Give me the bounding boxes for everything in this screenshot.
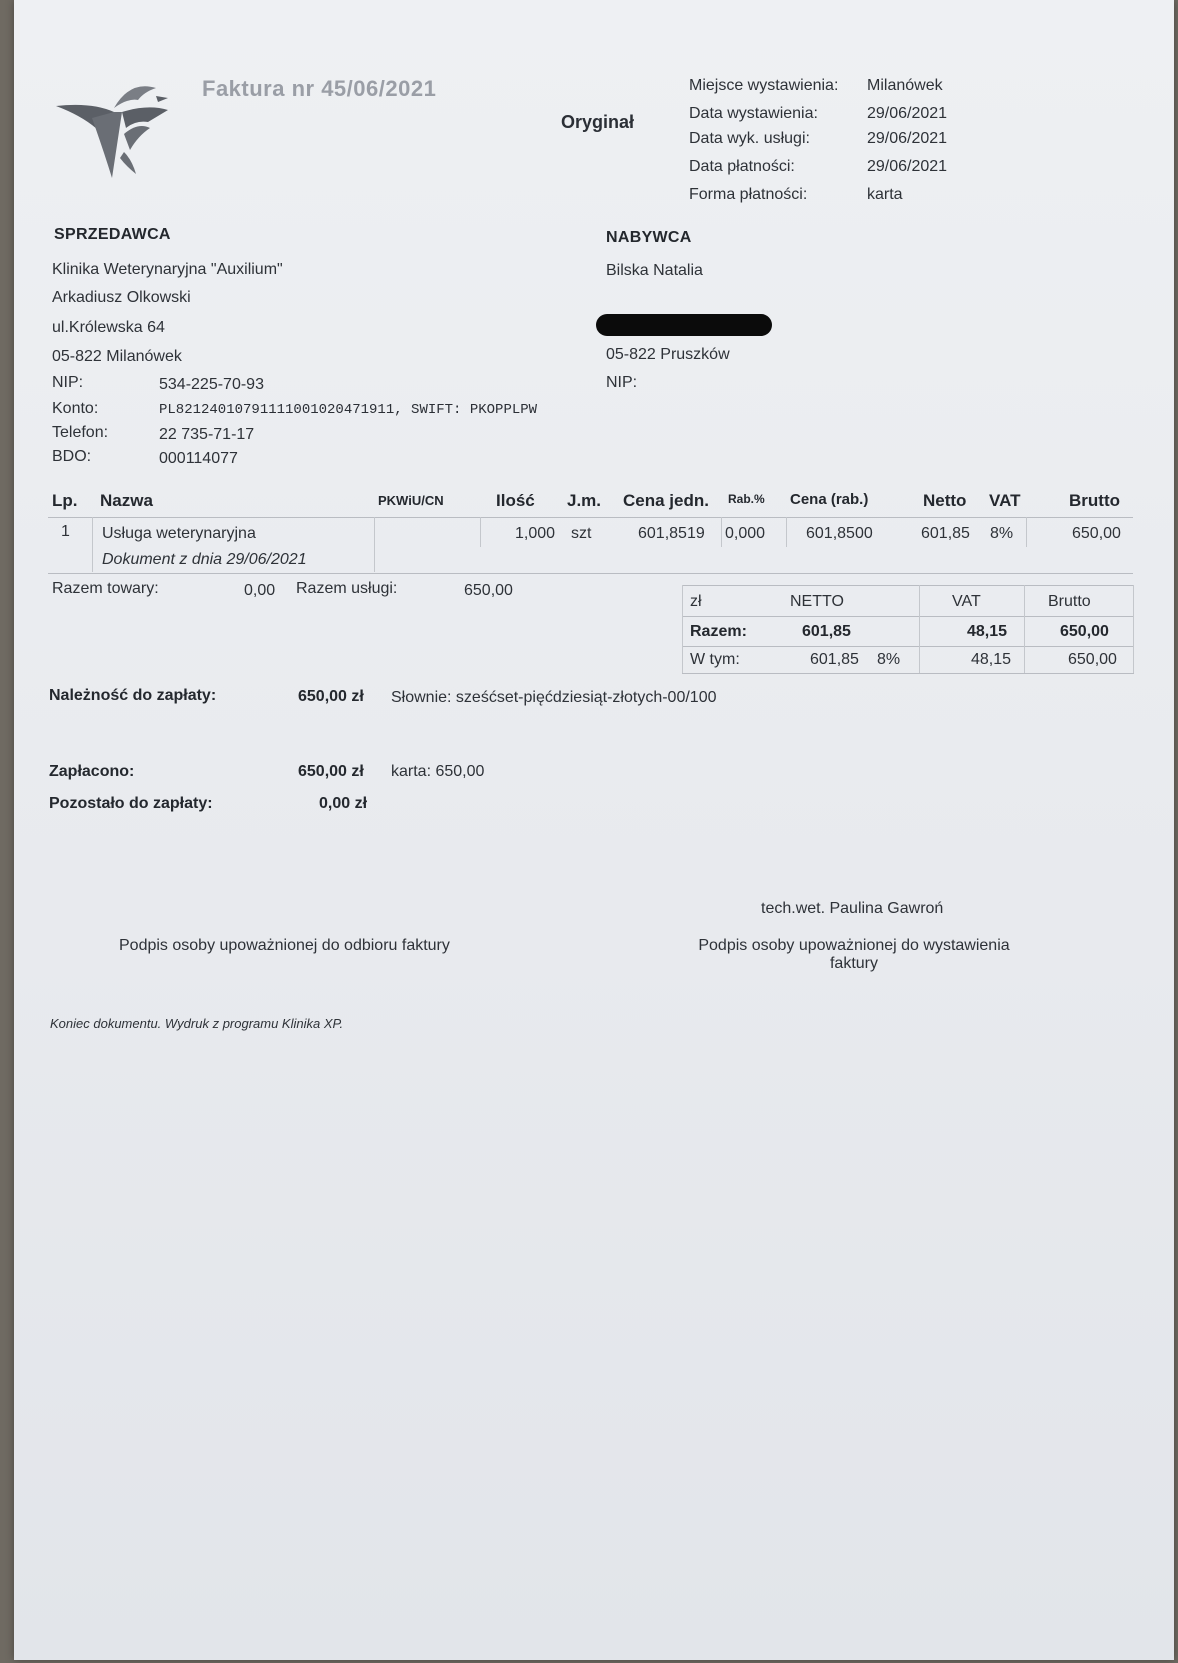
meta-label-payment-form: Forma płatności:	[689, 186, 808, 203]
summary-divider	[919, 585, 920, 673]
col-qty: Ilość	[496, 491, 535, 510]
meta-value-service-date: 29/06/2021	[867, 130, 948, 147]
col-name: Nazwa	[100, 491, 153, 510]
issuer-name: tech.wet. Paulina Gawroń	[761, 900, 944, 917]
seller-owner: Arkadiusz Olkowski	[52, 289, 191, 306]
invoice-paper	[14, 0, 1174, 1660]
table-bottom-line	[48, 573, 1133, 574]
summary-line	[682, 673, 1134, 674]
receiver-signature-caption: Podpis osoby upoważnionej do odbioru faktury	[119, 937, 450, 954]
summary-line	[682, 646, 1134, 647]
col-unit: J.m.	[567, 491, 602, 510]
summary-breakdown-vat: 48,15	[971, 651, 1012, 668]
paid-label: Zapłacono:	[49, 763, 135, 780]
meta-value-payment-date: 29/06/2021	[867, 158, 948, 175]
col-gross: Brutto	[1069, 491, 1120, 510]
remaining-value: 0,00 zł	[319, 795, 368, 812]
summary-line	[682, 616, 1134, 617]
meta-label-place: Miejsce wystawienia:	[689, 77, 839, 94]
goods-total-value: 0,00	[244, 582, 276, 599]
summary-total-gross: 650,00	[1060, 623, 1109, 640]
footer-note: Koniec dokumentu. Wydruk z programu Klinika XP.	[50, 1016, 344, 1031]
table-header-line-top	[48, 517, 1133, 518]
summary-divider	[1024, 585, 1025, 673]
table-divider	[1026, 517, 1027, 547]
summary-total-vat: 48,15	[967, 623, 1008, 640]
row-net: 601,85	[921, 525, 970, 542]
summary-breakdown-net: 601,85	[810, 651, 859, 668]
table-divider	[480, 517, 481, 547]
col-discount: Rab.%	[728, 492, 765, 506]
seller-bdo-label: BDO:	[52, 448, 92, 465]
seller-account-label: Konto:	[52, 400, 99, 417]
invoice-title: Faktura nr 45/06/2021	[202, 76, 437, 101]
amount-in-words: Słownie: sześćset-pięćdziesiąt-złotych-00/100	[391, 689, 717, 706]
row-lp: 1	[61, 523, 70, 540]
meta-label-service-date: Data wyk. usługi:	[689, 130, 810, 147]
summary-breakdown-gross: 650,00	[1068, 651, 1117, 668]
summary-currency: zł	[690, 593, 702, 610]
seller-heading: SPRZEDAWCA	[54, 226, 171, 243]
meta-value-issue-date: 29/06/2021	[867, 105, 948, 122]
seller-city: 05-822 Milanówek	[52, 348, 182, 365]
original-label: Oryginał	[561, 112, 635, 132]
seller-name: Klinika Weterynaryjna "Auxilium"	[52, 261, 283, 278]
goods-total-label: Razem towary:	[52, 580, 159, 597]
buyer-heading: NABYWCA	[606, 229, 692, 246]
table-divider	[374, 517, 375, 572]
meta-value-payment-form: karta	[867, 186, 903, 203]
row-unit: szt	[571, 525, 592, 542]
table-divider	[721, 517, 722, 547]
seller-nip: 534-225-70-93	[159, 376, 264, 393]
paid-detail: karta: 650,00	[391, 763, 485, 780]
row-name: Usługa weterynaryjna	[102, 525, 256, 542]
summary-total-label: Razem:	[690, 623, 747, 640]
buyer-nip-label: NIP:	[606, 374, 638, 391]
row-vat: 8%	[990, 525, 1014, 542]
row-price: 601,8519	[638, 525, 705, 542]
summary-gross-header: Brutto	[1048, 593, 1091, 610]
col-price-disc: Cena (rab.)	[790, 491, 869, 508]
redaction-bar	[596, 314, 772, 336]
buyer-city: 05-822 Pruszków	[606, 346, 730, 363]
seller-account: PL82124010791111001020471911, SWIFT: PKOPPLPW	[159, 402, 538, 418]
seller-nip-label: NIP:	[52, 374, 84, 391]
paid-value: 650,00 zł	[298, 763, 364, 780]
summary-breakdown-rate: 8%	[877, 651, 901, 668]
remaining-label: Pozostało do zapłaty:	[49, 795, 213, 812]
issuer-signature-caption: Podpis osoby upoważnionej do wystawienia faktury	[698, 937, 1010, 972]
buyer-name: Bilska Natalia	[606, 262, 703, 279]
summary-net-header: NETTO	[790, 593, 844, 610]
summary-breakdown-label: W tym:	[690, 651, 740, 668]
row-note: Dokument z dnia 29/06/2021	[102, 551, 307, 568]
services-total-label: Razem usługi:	[296, 580, 398, 597]
services-total-value: 650,00	[464, 582, 513, 599]
seller-bdo: 000114077	[159, 450, 238, 467]
row-price-disc: 601,8500	[806, 525, 873, 542]
amount-due-value: 650,00 zł	[298, 688, 364, 705]
summary-line	[682, 585, 1134, 586]
amount-due-label: Należność do zapłaty:	[49, 687, 217, 704]
row-discount: 0,000	[725, 525, 766, 542]
summary-divider	[682, 585, 683, 673]
table-divider	[92, 517, 93, 572]
seller-phone-label: Telefon:	[52, 424, 109, 441]
col-pkwiu: PKWiU/CN	[378, 493, 444, 508]
col-lp: Lp.	[52, 491, 78, 510]
col-vat: VAT	[989, 491, 1021, 510]
table-divider	[786, 517, 787, 547]
summary-total-net: 601,85	[802, 623, 851, 640]
summary-divider	[1133, 585, 1134, 673]
col-net: Netto	[923, 491, 967, 510]
meta-label-issue-date: Data wystawienia:	[689, 105, 818, 122]
summary-vat-header: VAT	[952, 593, 981, 610]
row-gross: 650,00	[1072, 525, 1121, 542]
seller-phone: 22 735-71-17	[159, 426, 255, 443]
meta-value-place: Milanówek	[867, 77, 943, 94]
col-price: Cena jedn.	[623, 491, 709, 510]
row-qty: 1,000	[515, 525, 556, 542]
seller-street: ul.Królewska 64	[52, 319, 165, 336]
meta-label-payment-date: Data płatności:	[689, 158, 795, 175]
clinic-logo	[52, 78, 182, 188]
